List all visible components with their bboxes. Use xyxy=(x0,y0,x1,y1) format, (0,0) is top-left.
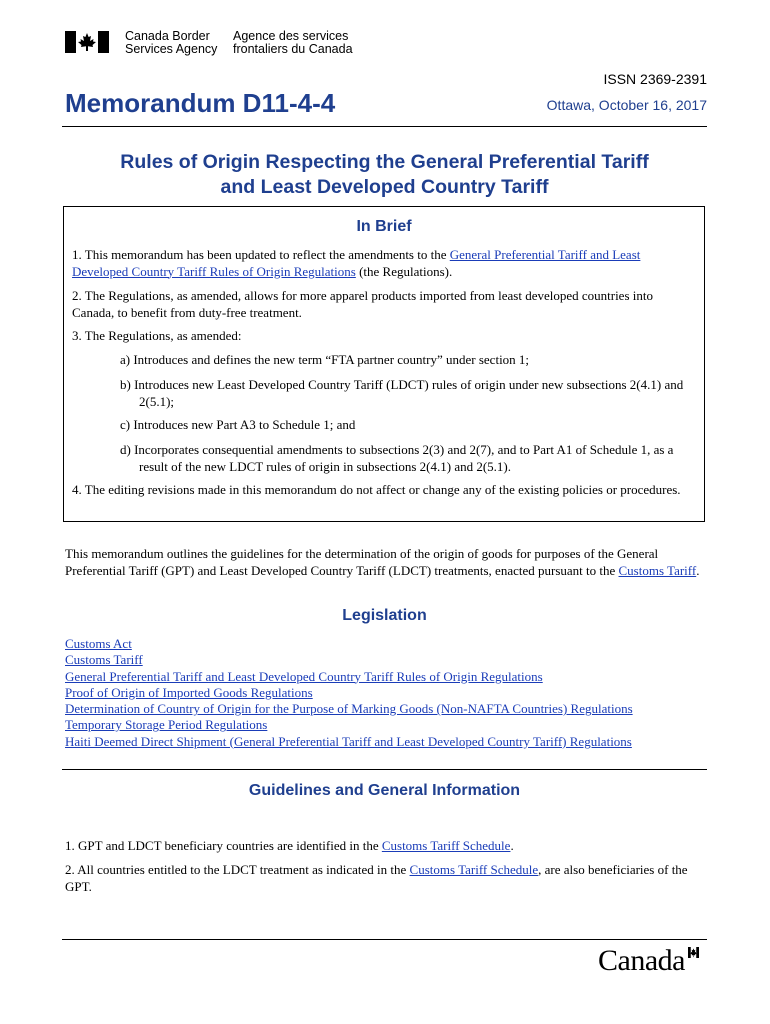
in-brief-heading: In Brief xyxy=(356,218,412,235)
intro-text: This memorandum outlines the guidelines for the determination of the origin of goods for purposes of the General Preferential Tariff (GPT) and Least Developed Country Tariff (LDCT) treatments, enacted pursuant to the xyxy=(65,546,659,578)
in-brief-paragraph-3: 3. The Regulations, as amended: xyxy=(72,328,242,343)
guideline-paragraph-1 xyxy=(65,838,707,855)
canada-flag-icon xyxy=(65,31,109,53)
customs-tariff-schedule-link[interactable]: Customs Tariff Schedule xyxy=(409,862,539,877)
document-title xyxy=(62,150,707,200)
in-brief-p1-tail: (the Regulations). xyxy=(355,263,453,279)
footer-divider xyxy=(62,939,707,940)
in-brief-item-d: d) Incorporates consequential amendments to subsections 2(3) and 2(7), and to Part A1 of Schedule 1, as a result of the new LDCT rules of origin in subsections 2(4.1) and 2(5.1). xyxy=(120,442,674,474)
agency-fr-line2: frontaliers du Canada xyxy=(233,42,353,56)
memo-title: Memorandum D11-4-4 xyxy=(65,88,336,118)
regulations-link[interactable]: General Preferential Tariff and Least Developed Country Tariff Rules of Origin Regulations xyxy=(72,247,641,279)
intro-paragraph xyxy=(65,546,707,579)
agency-en-line1: Canada Border xyxy=(125,29,210,43)
in-brief-paragraph-4: 4. The editing revisions made in this memorandum do not affect or change any of the existing policies or procedures. xyxy=(72,482,681,497)
customs-tariff-schedule-link[interactable]: Customs Tariff Schedule xyxy=(381,838,511,853)
legislation-link[interactable]: Determination of Country of Origin for the Purpose of Marking Goods (Non-NAFTA Countries) Regulations xyxy=(65,701,633,717)
section-divider xyxy=(62,769,707,770)
legislation-link[interactable]: Temporary Storage Period Regulations xyxy=(65,717,268,733)
in-brief-paragraph-1 xyxy=(72,247,697,280)
legislation-link[interactable]: Proof of Origin of Imported Goods Regulations xyxy=(65,684,313,700)
in-brief-item-a: a) Introduces and defines the new term “FTA partner country” under section 1; xyxy=(120,352,530,367)
memo-date: Ottawa, October 16, 2017 xyxy=(546,97,707,113)
document-title-line2: and Least Developed Country Tariff xyxy=(220,176,549,198)
customs-tariff-link[interactable]: Customs Tariff xyxy=(618,562,697,578)
guideline-1-tail: . xyxy=(510,838,514,853)
legislation-heading: Legislation xyxy=(342,607,427,624)
legislation-list xyxy=(65,636,710,750)
legislation-link[interactable]: General Preferential Tariff and Least Developed Country Tariff Rules of Origin Regulations xyxy=(65,668,543,684)
legislation-link[interactable]: Customs Act xyxy=(65,636,132,651)
wordmark-flag-icon xyxy=(688,947,699,958)
agency-name-french xyxy=(233,30,353,56)
guideline-2-text: 2. All countries entitled to the LDCT treatment as indicated in the xyxy=(65,862,410,877)
document-title-line1: Rules of Origin Respecting the General Preferential Tariff xyxy=(120,151,649,173)
header-divider xyxy=(62,126,707,127)
guideline-paragraph-2 xyxy=(65,862,707,895)
intro-tail: . xyxy=(696,562,700,578)
agency-en-line2: Services Agency xyxy=(125,42,218,56)
guidelines-heading: Guidelines and General Information xyxy=(248,782,521,799)
legislation-link[interactable]: Customs Tariff xyxy=(65,652,143,668)
in-brief-item-b: b) Introduces new Least Developed Country Tariff (LDCT) rules of origin under new subsections 2(4.1) and 2(5.1); xyxy=(120,377,684,409)
in-brief-paragraph-2: 2. The Regulations, as amended, allows for more apparel products imported from least developed countries into Canada, to benefit from duty-free treatment. xyxy=(72,288,653,320)
agency-name-english xyxy=(125,30,217,56)
canada-wordmark: Canada xyxy=(598,944,685,977)
in-brief-item-c: c) Introduces new Part A3 to Schedule 1; and xyxy=(120,417,356,432)
guideline-1-text: 1. GPT and LDCT beneficiary countries are identified in the xyxy=(65,838,382,853)
guideline-2-tail: , are also beneficiaries of the GPT. xyxy=(65,862,688,894)
in-brief-p1-text: 1. This memorandum has been updated to reflect the amendments to the xyxy=(72,247,450,262)
issn-number: ISSN 2369-2391 xyxy=(603,71,707,87)
agency-fr-line1: Agence des services xyxy=(233,29,349,43)
legislation-link[interactable]: Haiti Deemed Direct Shipment (General Preferential Tariff and Least Developed Country Tariff) Regulations xyxy=(65,733,632,749)
